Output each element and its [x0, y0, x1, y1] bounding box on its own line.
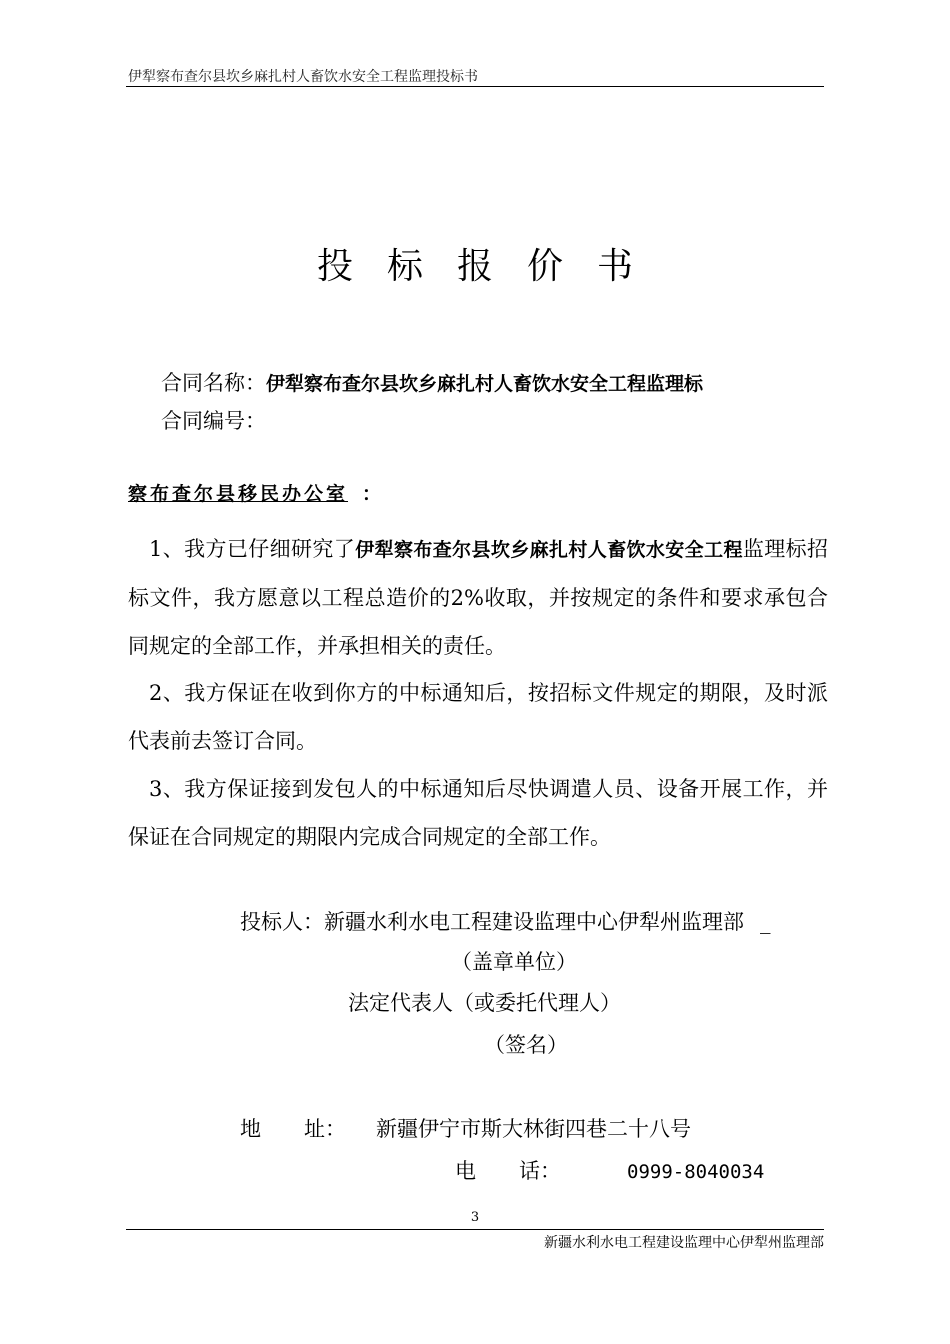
- paragraph-3: 3、我方保证接到发包人的中标通知后尽快调遣人员、设备开展工作，并保证在合同规定的期限内完成合同规定的全部工作。: [128, 777, 828, 849]
- sign-note: （签名）: [484, 1033, 568, 1057]
- seal-note: （盖章单位）: [451, 950, 577, 974]
- header-rule: [126, 86, 824, 87]
- phone-row: [455, 1155, 764, 1185]
- paragraph-1-prefix: 1、我方已仔细研究了: [149, 537, 356, 561]
- paragraph-1-project: 伊犁察布查尔县坎乡麻扎村人畜饮水安全工程: [355, 539, 743, 561]
- bidder-label: 投标人：: [240, 910, 324, 934]
- address-row: [240, 1113, 691, 1143]
- addressee-name: 察布查尔县移民办公室: [128, 483, 349, 505]
- addressee-colon: ：: [362, 483, 382, 505]
- phone-label-1: 电: [455, 1159, 476, 1183]
- page-number: 3: [470, 1210, 480, 1225]
- address-label-1: 地: [240, 1117, 261, 1141]
- paragraph-1: [128, 525, 828, 670]
- bidder-row: [240, 906, 771, 936]
- address-value: 新疆伊宁市斯大林街四巷二十八号: [376, 1117, 691, 1141]
- running-header: 伊犁察布查尔县坎乡麻扎村人畜饮水安全工程监理投标书: [128, 69, 478, 85]
- bidder-value: 新疆水利水电工程建设监理中心伊犁州监理部: [324, 910, 744, 934]
- footer-company: 新疆水利水电工程建设监理中心伊犁州监理部: [544, 1235, 824, 1251]
- footer-rule: [126, 1229, 824, 1230]
- contract-number-label: 合同编号：: [161, 409, 266, 433]
- contract-name-row: [161, 367, 703, 397]
- document-title: 投标报价书: [316, 246, 667, 287]
- contract-name-label: 合同名称：: [161, 371, 266, 395]
- address-label-2: 址：: [304, 1117, 346, 1141]
- paragraph-2: 2、我方保证在收到你方的中标通知后，按招标文件规定的期限，及时派代表前去签订合同。: [128, 681, 828, 753]
- phone-label-2: 话：: [519, 1159, 561, 1183]
- legal-representative: 法定代表人（或委托代理人）: [348, 991, 621, 1015]
- paragraph-1-rest: 监理标招标文件，我方愿意以工程总造价的2%收取，并按规定的条件和要求承包合同规定的全部工作，并承担相关的责任。: [128, 537, 828, 658]
- addressee: [128, 479, 381, 506]
- contract-name-value: 伊犁察布查尔县坎乡麻扎村人畜饮水安全工程监理标: [266, 373, 704, 395]
- contract-number-row: [161, 405, 266, 435]
- phone-value: 0999-8040034: [627, 1161, 765, 1183]
- bidder-blank: _: [760, 910, 771, 934]
